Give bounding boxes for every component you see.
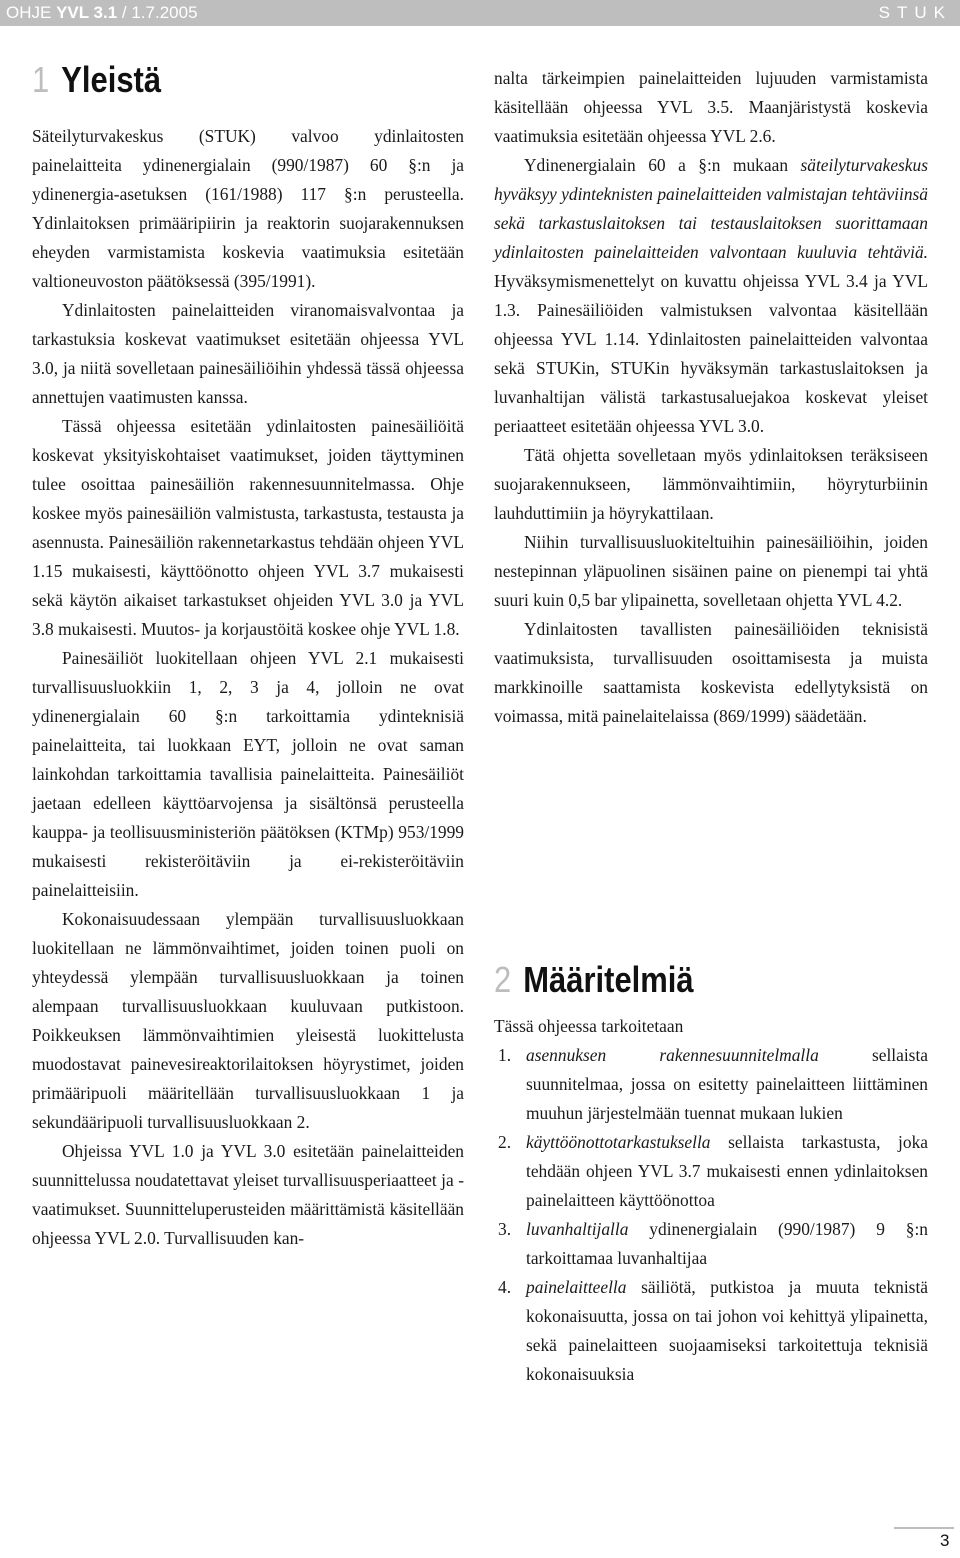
definitions-list	[494, 1041, 928, 1389]
paragraph: Tässä ohjeessa esitetään ydinlaitosten painesäiliöitä koskevat yksityiskohtaiset vaatimukset, joiden täyttyminen tulee osoittaa painesäiliön rakennesuunnitelmassa. Ohje koskee myös painesäiliön valmistusta, tarkastusta, testausta ja asennusta. Painesäiliön rakennetarkastus tehdään ohjeen YVL 1.15 mukaisesti, käyttöönotto ohjeen YVL 3.7 mukaisesti sekä käytön aikaiset tarkastukset ohjeiden YVL 3.0 ja YVL 3.8 mukaisesti. Muutos- ja korjaustöitä koskee ohje YVL 1.8.	[32, 416, 464, 639]
definition-item: 3. luvanhaltijalla ydinenergialain (990/1987) 9 §:n tarkoittamaa luvanhaltijaa	[498, 1219, 928, 1268]
paragraph: Tätä ohjetta sovelletaan myös ydinlaitoksen teräksiseen suojarakennukseen, lämmönvaihtimiin, höyryturbiinin lauhduttimiin ja höyrykattilaan.	[494, 445, 928, 523]
paragraph: Painesäiliöt luokitellaan ohjeen YVL 2.1 mukaisesti turvallisuusluokkiin 1, 2, 3 ja 4, jolloin ne ovat ydinenergialain 60 §:n tarkoittamia ydinteknisiä painelaitteita, tai luokkaan EYT, jolloin ne ovat saman lainkohdan tarkoittamia tavallisia painelaitteita. Painesäiliöt jaetaan edelleen käyttöarvojensa ja sisältönsä perusteella kauppa- ja teollisuusministeriön päätöksen (KTMp) 953/1999 mukaisesti rekisteröitäviin ja ei-rekisteröitäviin painelaitteisiin.	[32, 648, 464, 900]
definitions-intro: Tässä ohjeessa tarkoitetaan	[494, 1016, 684, 1036]
page-header	[0, 0, 960, 26]
paragraph: Niihin turvallisuusluokiteltuihin painesäiliöihin, joiden nestepinnan yläpuolinen sisäinen paine on pienempi tai yhtä suuri kuin 0,5 bar ylipainetta, sovelletaan ohjetta YVL 4.2.	[494, 532, 928, 610]
definition-item: 1. asennuksen rakennesuunnitelmalla sellaista suunnitelmaa, jossa on esitetty painelaitteen liittäminen muuhun järjestelmään tuennat mukaan lukien	[498, 1045, 928, 1123]
paragraph: Säteilyturvakeskus (STUK) valvoo ydinlaitosten painelaitteita ydinenergialain (990/1987) 60 §:n ja ydinenergia-asetuksen (161/1988) 117 §:n perusteella. Ydinlaitoksen primääripiirin ja reaktorin suojarakennuksen eheyden varmistamista koskevia vaatimuksia esitetään valtioneuvoston päätöksessä (395/1991).	[32, 126, 464, 291]
page-number: 3	[940, 1531, 950, 1550]
section-1-heading: 1 Yleistä	[32, 59, 162, 100]
paragraph: Ohjeissa YVL 1.0 ja YVL 3.0 esitetään painelaitteiden suunnittelussa noudatettavat yleiset turvallisuusperiaatteet ja -vaatimukset. Suunnitteluperusteiden määrittämistä käsitellään ohjeessa YVL 2.0. Turvallisuuden kan-	[32, 1141, 464, 1248]
guide-id: OHJE YVL 3.1 / 1.7.2005	[6, 3, 198, 22]
definition-item: 4. painelaitteella säiliötä, putkistoa ja muuta teknistä kokonaisuutta, jossa on tai johon voi kehittyä ylipainetta, sekä painelaitteen suojaamiseksi tarkoitettuja teknisiä kokonaisuuksia	[498, 1277, 928, 1384]
paragraph: Ydinlaitosten painelaitteiden viranomaisvalvontaa ja tarkastuksia koskevat vaatimukset esitetään ohjeessa YVL 3.0, ja niitä sovelletaan painesäiliöihin yhdessä tässä ohjeessa annettujen vaatimusten kanssa.	[32, 300, 464, 407]
stuk-label: STUK	[878, 3, 952, 22]
definition-item: 2. käyttöönottotarkastuksella sellaista tarkastusta, joka tehdään ohjeen YVL 3.7 mukaisesti ennen ydinlaitoksen painelaitteen käyttöönottoa	[498, 1132, 928, 1210]
paragraph: Kokonaisuudessaan ylempään turvallisuusluokkaan luokitellaan ne lämmönvaihtimet, joiden toinen puoli on yhteydessä ylempään turvallisuusluokkaan ja toinen alempaan turvallisuusluokkaan kuuluvaan putkistoon. Poikkeuksen lämmönvaihtimien yleisestä luokittelusta muodostavat painevesireaktorilaitoksen höyrystimet, joiden primääripuoli määritellään turvallisuusluokkaan 1 ja sekundääripuoli turvallisuusluokkaan 2.	[32, 909, 464, 1132]
footer-rule	[894, 1527, 954, 1529]
paragraph: Ydinenergialain 60 a §:n mukaan säteilyturvakeskus hyväksyy ydinteknisten painelaitteiden valmistajan tehtäviinsä sekä tarkastuslaitoksen tai testauslaitoksen suorittamaan ydinlaitosten painelaitteiden valvontaan kuuluvia tehtäviä. Hyväksymismenettelyt on kuvattu ohjeissa YVL 3.4 ja YVL 1.3. Painesäiliöiden valmistuksen valvontaa käsitellään ohjeessa YVL 1.14. Ydinlaitosten painelaitteiden valvontaa sekä STUKin, STUKin hyväksymän tarkastuslaitoksen ja luvanhaltijan välistä tarkastusaluejakoa koskevat yleiset periaatteet esitetään ohjeessa YVL 3.0.	[494, 155, 928, 436]
paragraph: nalta tärkeimpien painelaitteiden lujuuden varmistamista käsitellään ohjeessa YVL 3.5. Maanjäristystä koskevia vaatimuksia esitetään ohjeessa YVL 2.6.	[494, 68, 928, 146]
section-2-heading: 2 Määritelmiä	[494, 959, 694, 1000]
paragraph: Ydinlaitosten tavallisten painesäiliöiden teknisistä vaatimuksista, turvallisuuden osoittamisesta ja muista markkinoille saattamista koskevista edellytyksistä on voimassa, mitä painelaitelaissa (869/1999) säädetään.	[494, 619, 928, 726]
